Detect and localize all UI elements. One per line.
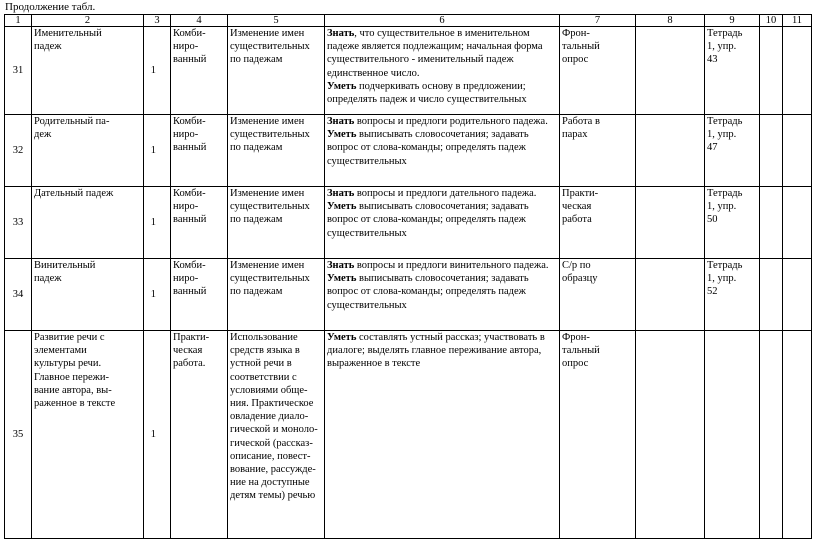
control-cell bbox=[560, 115, 636, 187]
empty-cell bbox=[760, 259, 783, 331]
cell-line: Тетрадь bbox=[707, 28, 743, 39]
cell-line: вование, рассужде- bbox=[230, 464, 316, 476]
content-cell bbox=[228, 27, 325, 115]
cell-line: опрос bbox=[562, 358, 589, 370]
know-text: вопросы и предлоги винительного падежа. bbox=[354, 260, 549, 271]
cell-line: 47 bbox=[707, 142, 718, 154]
cell-line: гической (рассказ- bbox=[230, 437, 313, 449]
can-label: Уметь bbox=[327, 129, 357, 141]
cell-line: Практи- bbox=[173, 332, 210, 343]
requirements-cell bbox=[325, 27, 560, 115]
content-cell bbox=[228, 115, 325, 187]
cell-line: Изменение имен bbox=[230, 116, 305, 127]
cell-line: Главное пережи- bbox=[34, 371, 109, 383]
cell-line: ванный bbox=[173, 54, 207, 66]
cell-line: Комби- bbox=[173, 116, 206, 127]
cell-line: по падежам bbox=[230, 142, 283, 154]
cell-line: ванный bbox=[173, 142, 207, 154]
control-cell bbox=[560, 187, 636, 259]
can-text: выписывать словосочетания; задавать вопрос от слова-команды; определять падеж существительных bbox=[327, 201, 529, 239]
empty-cell bbox=[760, 331, 783, 539]
cell-line: 43 bbox=[707, 54, 718, 66]
content-cell bbox=[228, 187, 325, 259]
cell-line: ния. Практическое bbox=[230, 398, 314, 410]
know-text: вопросы и предлоги дательного падежа. bbox=[354, 188, 537, 199]
cell-line: ниро- bbox=[173, 129, 199, 141]
cell-line: существительных bbox=[230, 129, 310, 141]
table-row bbox=[5, 259, 812, 331]
cell-line: работа. bbox=[173, 358, 206, 370]
cell-line: Родительный па- bbox=[34, 116, 110, 127]
know-label: Знать bbox=[327, 188, 355, 199]
cell-line: работа bbox=[562, 214, 592, 226]
cell-line: Дательный падеж bbox=[34, 188, 114, 199]
know-text: , что существительное в именительном падеже является подлежащим; начальная форма существительного - именительный падеж единственное число. bbox=[327, 28, 543, 79]
lesson-number-cell: 33 bbox=[5, 187, 32, 259]
table-row bbox=[5, 187, 812, 259]
requirements-cell bbox=[325, 259, 560, 331]
cell-line: ниро- bbox=[173, 201, 199, 213]
empty-cell bbox=[783, 115, 812, 187]
header-cell: 6 bbox=[325, 15, 560, 27]
know-label: Знать bbox=[327, 116, 355, 127]
lesson-number-cell: 34 bbox=[5, 259, 32, 331]
hours-cell: 1 bbox=[144, 115, 171, 187]
can-label: Уметь bbox=[327, 332, 357, 343]
cell-line: ниро- bbox=[173, 273, 199, 285]
empty-cell bbox=[783, 187, 812, 259]
content-cell bbox=[228, 331, 325, 539]
empty-cell bbox=[636, 259, 705, 331]
cell-line: Тетрадь bbox=[707, 188, 743, 199]
header-cell: 1 bbox=[5, 15, 32, 27]
requirements-cell bbox=[325, 331, 560, 539]
cell-line: овладение диало- bbox=[230, 411, 309, 423]
cell-line: С/р по bbox=[562, 260, 591, 271]
lesson-plan-table bbox=[4, 14, 812, 539]
can-text: выписывать словосочетания; задавать вопрос от слова-команды; определять падеж существительных bbox=[327, 273, 529, 311]
cell-line: гической и моноло- bbox=[230, 424, 318, 436]
header-cell: 3 bbox=[144, 15, 171, 27]
cell-line: Комби- bbox=[173, 188, 206, 199]
cell-line: средств языка в bbox=[230, 345, 300, 357]
empty-cell bbox=[636, 331, 705, 539]
homework-cell bbox=[705, 27, 760, 115]
homework-cell bbox=[705, 259, 760, 331]
cell-line: 1, упр. bbox=[707, 41, 737, 53]
cell-line: условиями обще- bbox=[230, 384, 308, 396]
lesson-type-cell bbox=[171, 27, 228, 115]
lesson-type-cell bbox=[171, 259, 228, 331]
header-cell: 2 bbox=[32, 15, 144, 27]
cell-line: описание, повест- bbox=[230, 450, 311, 462]
cell-line: по падежам bbox=[230, 286, 283, 298]
requirements-cell bbox=[325, 115, 560, 187]
cell-line: детям темы) речью bbox=[230, 490, 316, 502]
cell-line: 1, упр. bbox=[707, 273, 737, 285]
cell-line: Винительный bbox=[34, 260, 96, 271]
cell-line: раженное в тексте bbox=[34, 398, 116, 410]
cell-line: Тетрадь bbox=[707, 116, 743, 127]
can-text: составлять устный рассказ; участвовать в диалоге; выделять главное переживание автора, выраженное в тексте bbox=[327, 332, 545, 370]
cell-line: ние на доступные bbox=[230, 477, 310, 489]
cell-line: по падежам bbox=[230, 214, 283, 226]
cell-line: ческая bbox=[173, 345, 203, 357]
hours-cell: 1 bbox=[144, 27, 171, 115]
table-row bbox=[5, 331, 812, 539]
cell-line: 50 bbox=[707, 214, 718, 226]
empty-cell bbox=[636, 187, 705, 259]
cell-line: Комби- bbox=[173, 260, 206, 271]
header-row bbox=[5, 15, 812, 27]
table-row bbox=[5, 27, 812, 115]
empty-cell bbox=[783, 331, 812, 539]
cell-line: Фрон- bbox=[562, 332, 590, 343]
know-text: вопросы и предлоги родительного падежа. bbox=[354, 116, 548, 127]
know-label: Знать bbox=[327, 260, 355, 271]
topic-cell bbox=[32, 331, 144, 539]
lesson-type-cell bbox=[171, 115, 228, 187]
can-label: Уметь bbox=[327, 201, 357, 213]
can-text: подчеркивать основу в предложении; определять падеж и число существительных bbox=[327, 80, 527, 106]
cell-line: ческая bbox=[562, 201, 592, 213]
cell-line: Изменение имен bbox=[230, 260, 305, 271]
cell-line: 52 bbox=[707, 286, 718, 298]
cell-line: Изменение имен bbox=[230, 188, 305, 199]
empty-cell bbox=[783, 259, 812, 331]
header-cell: 8 bbox=[636, 15, 705, 27]
cell-line: деж bbox=[34, 129, 52, 141]
cell-line: существительных bbox=[230, 41, 310, 53]
cell-line: опрос bbox=[562, 54, 589, 66]
cell-line: существительных bbox=[230, 201, 310, 213]
empty-cell bbox=[636, 27, 705, 115]
cell-line: по падежам bbox=[230, 54, 283, 66]
header-cell: 7 bbox=[560, 15, 636, 27]
cell-line: ванный bbox=[173, 214, 207, 226]
homework-cell bbox=[705, 115, 760, 187]
cell-line: Именительный bbox=[34, 28, 102, 39]
lesson-number-cell: 35 bbox=[5, 331, 32, 539]
header-cell: 10 bbox=[760, 15, 783, 27]
table-caption: Продолжение табл. bbox=[5, 1, 96, 13]
cell-line: падеж bbox=[34, 273, 62, 285]
cell-line: Комби- bbox=[173, 28, 206, 39]
cell-line: соответствии с bbox=[230, 371, 297, 383]
control-cell bbox=[560, 259, 636, 331]
know-label: Знать bbox=[327, 28, 355, 39]
homework-cell bbox=[705, 331, 760, 539]
empty-cell bbox=[636, 115, 705, 187]
cell-line: падеж bbox=[34, 41, 62, 53]
cell-line: Работа в bbox=[562, 116, 600, 127]
homework-cell bbox=[705, 187, 760, 259]
header-cell: 5 bbox=[228, 15, 325, 27]
cell-line: тальный bbox=[562, 41, 600, 53]
hours-cell: 1 bbox=[144, 259, 171, 331]
cell-line: 1, упр. bbox=[707, 201, 737, 213]
cell-line: 1, упр. bbox=[707, 129, 737, 141]
cell-line: Практи- bbox=[562, 188, 599, 199]
cell-line: вание автора, вы- bbox=[34, 384, 112, 396]
cell-line: тальный bbox=[562, 345, 600, 357]
cell-line: образцу bbox=[562, 273, 598, 285]
topic-cell bbox=[32, 27, 144, 115]
header-cell: 9 bbox=[705, 15, 760, 27]
cell-line: Развитие речи с bbox=[34, 332, 105, 343]
requirements-cell bbox=[325, 187, 560, 259]
cell-line: устной речи в bbox=[230, 358, 292, 370]
cell-line: элементами bbox=[34, 345, 87, 357]
lesson-type-cell bbox=[171, 331, 228, 539]
cell-line: Использование bbox=[230, 332, 298, 343]
topic-cell bbox=[32, 115, 144, 187]
empty-cell bbox=[760, 115, 783, 187]
cell-line: Тетрадь bbox=[707, 260, 743, 271]
table-row bbox=[5, 115, 812, 187]
control-cell bbox=[560, 331, 636, 539]
can-label: Уметь bbox=[327, 273, 357, 285]
header-cell: 4 bbox=[171, 15, 228, 27]
cell-line: Фрон- bbox=[562, 28, 590, 39]
empty-cell bbox=[783, 27, 812, 115]
topic-cell bbox=[32, 259, 144, 331]
cell-line: Изменение имен bbox=[230, 28, 305, 39]
content-cell bbox=[228, 259, 325, 331]
header-cell: 11 bbox=[783, 15, 812, 27]
cell-line: культуры речи. bbox=[34, 358, 102, 370]
cell-line: ниро- bbox=[173, 41, 199, 53]
hours-cell: 1 bbox=[144, 187, 171, 259]
cell-line: ванный bbox=[173, 286, 207, 298]
cell-line: существительных bbox=[230, 273, 310, 285]
lesson-type-cell bbox=[171, 187, 228, 259]
can-label: Уметь bbox=[327, 80, 357, 92]
control-cell bbox=[560, 27, 636, 115]
cell-line: парах bbox=[562, 129, 588, 141]
empty-cell bbox=[760, 27, 783, 115]
lesson-number-cell: 31 bbox=[5, 27, 32, 115]
empty-cell bbox=[760, 187, 783, 259]
can-text: выписывать словосочетания; задавать вопрос от слова-команды; определять падеж существительных bbox=[327, 129, 529, 167]
hours-cell: 1 bbox=[144, 331, 171, 539]
lesson-number-cell: 32 bbox=[5, 115, 32, 187]
topic-cell bbox=[32, 187, 144, 259]
